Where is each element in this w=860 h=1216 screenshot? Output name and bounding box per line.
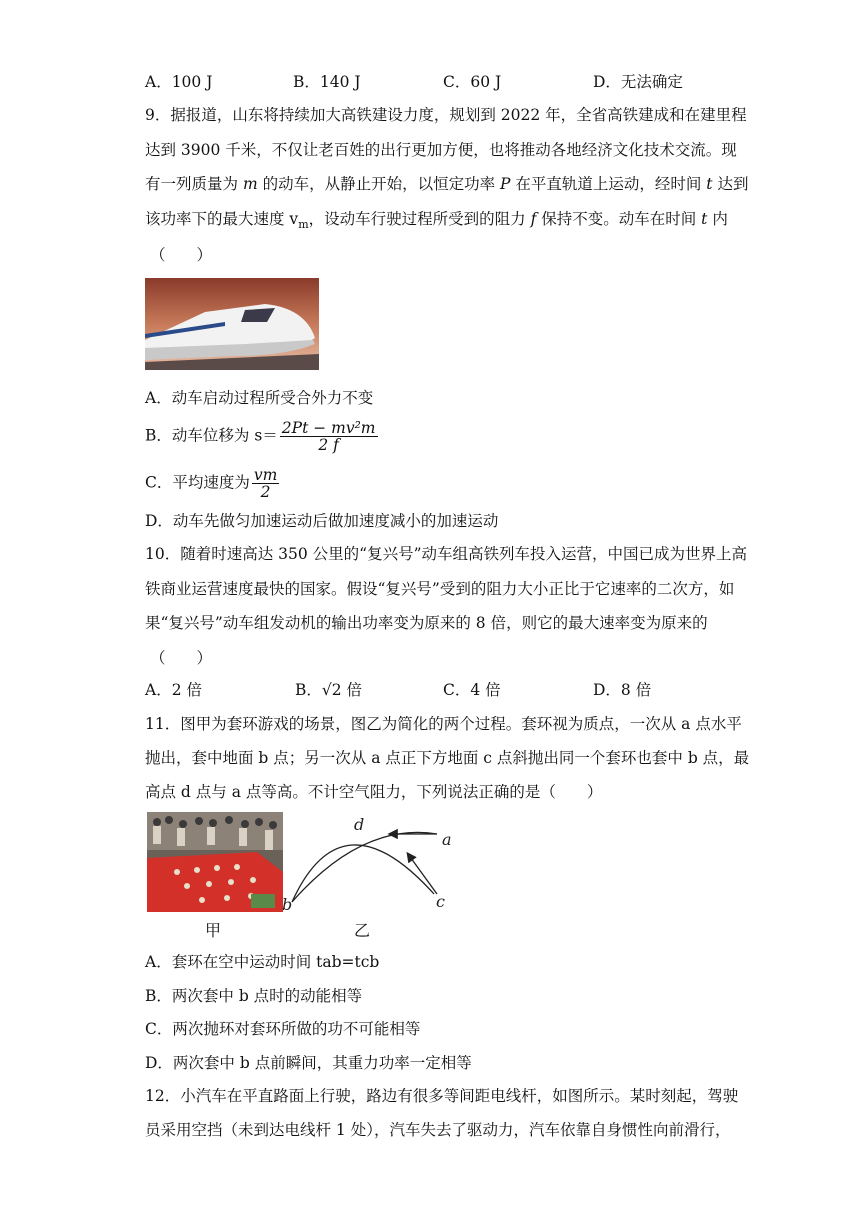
q8-option-c: C．60 J <box>443 73 502 91</box>
q9-b-denominator: 2 f <box>318 436 339 454</box>
q10-line3: 果“复兴号”动车组发动机的输出功率变为原来的 8 倍，则它的最大速率变为原来的 <box>145 614 708 632</box>
q10-option-b: B．√2 倍 <box>295 681 363 699</box>
path-c-to-b <box>292 845 434 902</box>
fig-label-jia: 甲 <box>205 921 222 940</box>
q8-option-b: B．140 J <box>293 73 361 91</box>
q9-b-numerator: 2Pt − mv²m <box>281 419 376 437</box>
q11-option-b: B．两次套中 b 点时的动能相等 <box>145 987 363 1005</box>
q9-line4: 该功率下的最大速度 $v_m$，设动车行驶过程所受到的阻力 f 保持不变。动车在时间 t 内 <box>145 210 728 232</box>
q10-line2: 铁商业运营速度最快的国家。假设“复兴号”受到的阻力大小正比于它速率的二次方，如 <box>145 580 735 598</box>
q12-line1: 12．小汽车在平直路面上行驶，路边有很多等间距电线杆，如图所示。某时刻起，驾驶 <box>145 1087 739 1105</box>
q10-option-d: D．8 倍 <box>593 681 652 699</box>
point-a-label: a <box>442 830 452 849</box>
q8-option-a: A．100 J <box>145 73 213 91</box>
q11-line3: 高点 d 点与 a 点等高。不计空气阻力，下列说法正确的是（ ） <box>145 783 603 801</box>
q9-option-c: C．平均速度为 $\frac{vm}{2}$ <box>145 466 278 501</box>
q11-line1: 11．图甲为套环游戏的场景，图乙为简化的两个过程。套环视为质点，一次从 a 点水平 <box>145 715 742 733</box>
train-image <box>145 278 319 370</box>
q11-option-c: C．两次抛环对套环所做的功不可能相等 <box>145 1020 421 1038</box>
point-b-label: b <box>282 895 293 914</box>
q9-option-a: A．动车启动过程所受合外力不变 <box>145 389 374 407</box>
q9-c-numerator: vm <box>253 466 278 484</box>
fig-label-yi: 乙 <box>354 921 371 940</box>
q9-option-b: B．动车位移为 s＝ $\frac{\text{2Pt − mv²m}}{2 f}$ <box>145 419 376 454</box>
q9-option-d: D．动车先做匀加速运动后做加速度减小的加速运动 <box>145 512 499 530</box>
q9-c-denominator: 2 <box>260 483 271 501</box>
q11-line2: 抛出，套中地面 b 点；另一次从 a 点正下方地面 c 点斜抛出同一个套环也套中 b 点，最 <box>145 749 750 767</box>
q11-option-a: A．套环在空中运动时间 tab=tcb <box>145 953 380 971</box>
point-c-label: c <box>436 892 445 911</box>
q10-option-a: A．2 倍 <box>145 681 202 699</box>
q11-option-d: D．两次套中 b 点前瞬间，其重力功率一定相等 <box>145 1054 472 1072</box>
q10-line1: 10．随着时速高达 350 公里的“复兴号”动车组高铁列车投入运营，中国已成为世界上高 <box>145 545 748 563</box>
trajectory-diagram <box>282 812 462 916</box>
q8-option-d: D．无法确定 <box>593 73 683 91</box>
point-d-label: d <box>354 815 365 834</box>
ring-toss-photo <box>147 812 283 912</box>
q9-line2: 达到 3900 千米，不仅让老百姓的出行更加方便，也将推动各地经济文化技术交流。现 <box>145 141 737 159</box>
q10-answer-paren: （ ） <box>150 649 213 667</box>
q10-option-c: C．4 倍 <box>443 681 501 699</box>
q9-line1: 9．据报道，山东将持续加大高铁建设力度，规划到 2022 年，全省高铁建成和在建里程 <box>145 106 747 124</box>
q9-answer-paren: （ ） <box>150 246 213 264</box>
q9-line3: 有一列质量为 m 的动车，从静止开始，以恒定功率 P 在平直轨道上运动，经时间 t 达到 <box>145 175 749 193</box>
q12-line2: 员采用空挡（未到达电线杆 1 处），汽车失去了驱动力，汽车依靠自身惯性向前滑行， <box>145 1121 731 1139</box>
